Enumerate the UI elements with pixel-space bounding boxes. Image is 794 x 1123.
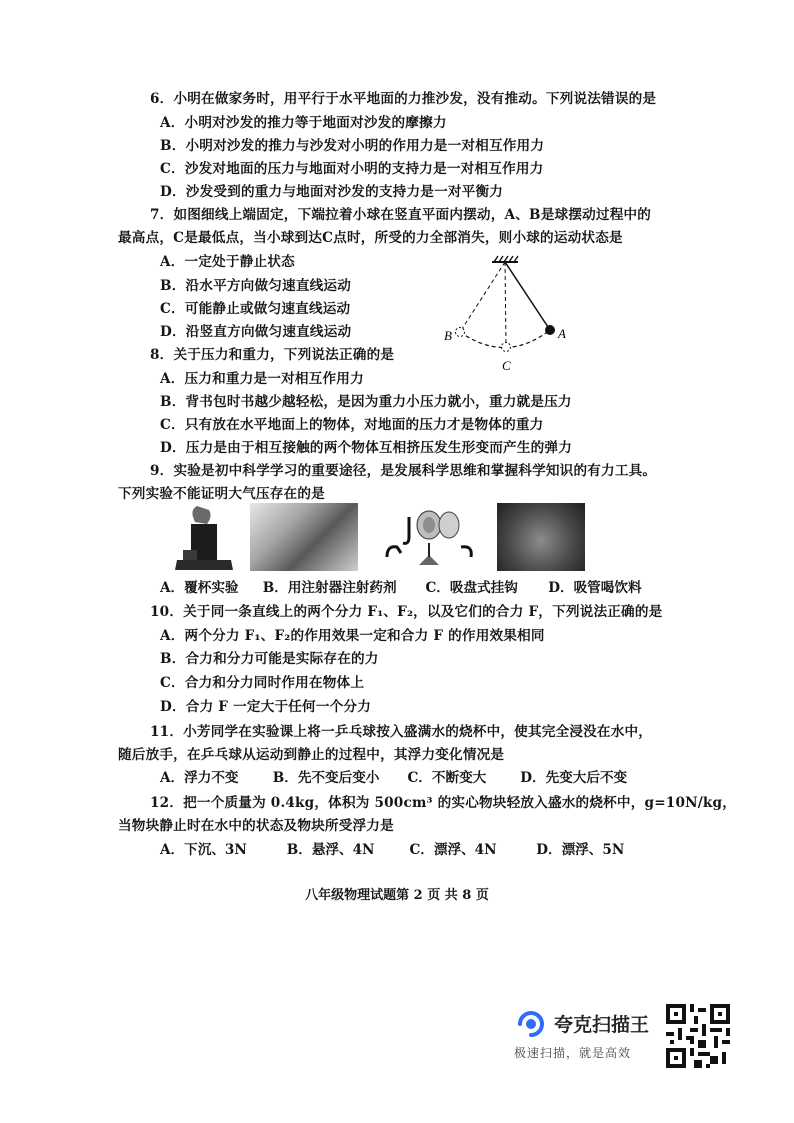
q12-stem-line2: 当物块静止时在水中的状态及物块所受浮力是: [118, 818, 394, 834]
q8-option-a: A．压力和重力是一对相互作用力: [160, 371, 364, 387]
string-to-a: [505, 262, 550, 330]
q12-option-c: C．漂浮、4N: [409, 842, 497, 858]
ball-b: [456, 328, 465, 337]
q6-option-c: C．沙发对地面的压力与地面对小明的支持力是一对相互作用力: [160, 161, 544, 177]
q9-option-b: B．用注射器注射药剂: [262, 580, 397, 596]
q9-stem-line1: 9．实验是初中科学学习的重要途径，是发展科学思维和掌握科学知识的有力工具。: [150, 463, 657, 479]
q10-option-c: C．合力和分力同时作用在物体上: [160, 675, 365, 691]
q7-option-d: D．沿竖直方向做匀速直线运动: [160, 324, 352, 340]
q12-option-a: A．下沉、3N: [160, 842, 247, 858]
pendulum-figure: [440, 252, 580, 376]
q12-option-d: D．漂浮、5N: [536, 842, 625, 858]
q12-stem-line1: 12．把一个质量为 0.4kg，体积为 500cm³ 的实心物块轻放入盛水的烧杯中，g=10N/kg，: [150, 795, 737, 811]
pendulum-support: [492, 256, 518, 262]
q11-stem-line2: 随后放手，在乒乓球从运动到静止的过程中，其浮力变化情况是: [118, 747, 505, 763]
label-c: C: [502, 358, 511, 373]
q11-options: [160, 768, 627, 788]
q9-option-a: A．覆杯实验: [160, 580, 239, 596]
q8-option-d: D．压力是由于相互接触的两个物体互相挤压发生形变而产生的弹力: [160, 440, 573, 456]
q7-option-a: A．一定处于静止状态: [160, 254, 295, 270]
q8-option-c: C．只有放在水平地面上的物体，对地面的压力才是物体的重力: [160, 417, 544, 433]
syringe-injection-picture: [250, 503, 358, 571]
q10-option-a: A．两个分力 F₁、F₂的作用效果一定和合力 F 的作用效果相同: [160, 628, 545, 644]
string-to-c: [505, 262, 506, 347]
q7-stem-line1: 7．如图细线上端固定，下端拉着小球在竖直平面内摆动，A、B是球摆动过程中的: [150, 207, 652, 223]
q7-option-b: B．沿水平方向做匀速直线运动: [160, 278, 352, 294]
q11-stem-line1: 11．小芳同学在实验课上将一乒乓球按入盛满水的烧杯中，使其完全浸没在水中，: [150, 724, 653, 740]
q6-option-a: A．小明对沙发的推力等于地面对沙发的摩擦力: [160, 115, 447, 131]
scanner-brand-name: 夸克扫描王: [554, 1014, 650, 1036]
ball-c: [502, 343, 511, 352]
q9-stem-line2: 下列实验不能证明大气压存在的是: [118, 486, 325, 502]
q8-option-b: B．背书包时书越少越轻松，是因为重力小压力就小，重力就是压力: [160, 394, 572, 410]
q6-option-b: B．小明对沙发的推力与沙发对小明的作用力是一对相互作用力: [160, 138, 545, 154]
scanner-watermark: [512, 1004, 682, 1064]
q6-stem: 6．小明在做家务时，用平行于水平地面的力推沙发，没有推动。下列说法错误的是: [150, 91, 657, 107]
label-a: A: [558, 326, 566, 341]
page-footer: 八年级物理试题第 2 页 共 8 页: [305, 888, 489, 903]
suction-hook-picture: [383, 505, 475, 571]
cup-inversion-picture: [175, 502, 235, 574]
q7-stem-line2: 最高点，C是最低点，当小球到达C点时，所受的力全部消失，则小球的运动状态是: [118, 230, 623, 246]
q10-option-d: D．合力 F 一定大于任何一个分力: [160, 699, 372, 715]
q11-option-d: D．先变大后不变: [520, 770, 628, 786]
q7-option-c: C．可能静止或做匀速直线运动: [160, 301, 351, 317]
q12-options: [160, 840, 624, 860]
q11-option-a: A．浮力不变: [160, 770, 239, 786]
scanner-logo-icon: [514, 1008, 548, 1040]
q8-stem: 8．关于压力和重力，下列说法正确的是: [150, 347, 395, 363]
qr-code-icon: [666, 1004, 730, 1068]
q11-option-b: B．先不变后变小: [272, 770, 380, 786]
scanner-slogan: 极速扫描，就是高效: [514, 1046, 632, 1060]
ball-a: [545, 325, 555, 335]
q12-option-b: B．悬浮、4N: [286, 842, 375, 858]
straw-drinking-picture: [497, 503, 585, 571]
label-b: B: [444, 328, 452, 343]
q10-option-b: B．合力和分力可能是实际存在的力: [160, 651, 379, 667]
q11-option-c: C．不断变大: [407, 770, 487, 786]
q10-stem: 10．关于同一条直线上的两个分力 F₁、F₂，以及它们的合力 F，下列说法正确的是: [150, 604, 663, 620]
q9-options: [160, 578, 642, 598]
string-to-b: [460, 262, 505, 332]
q9-option-c: C．吸盘式挂钩: [425, 580, 518, 596]
q6-option-d: D．沙发受到的重力与地面对沙发的支持力是一对平衡力: [160, 184, 504, 200]
q9-option-d: D．吸管喝饮料: [548, 580, 642, 596]
